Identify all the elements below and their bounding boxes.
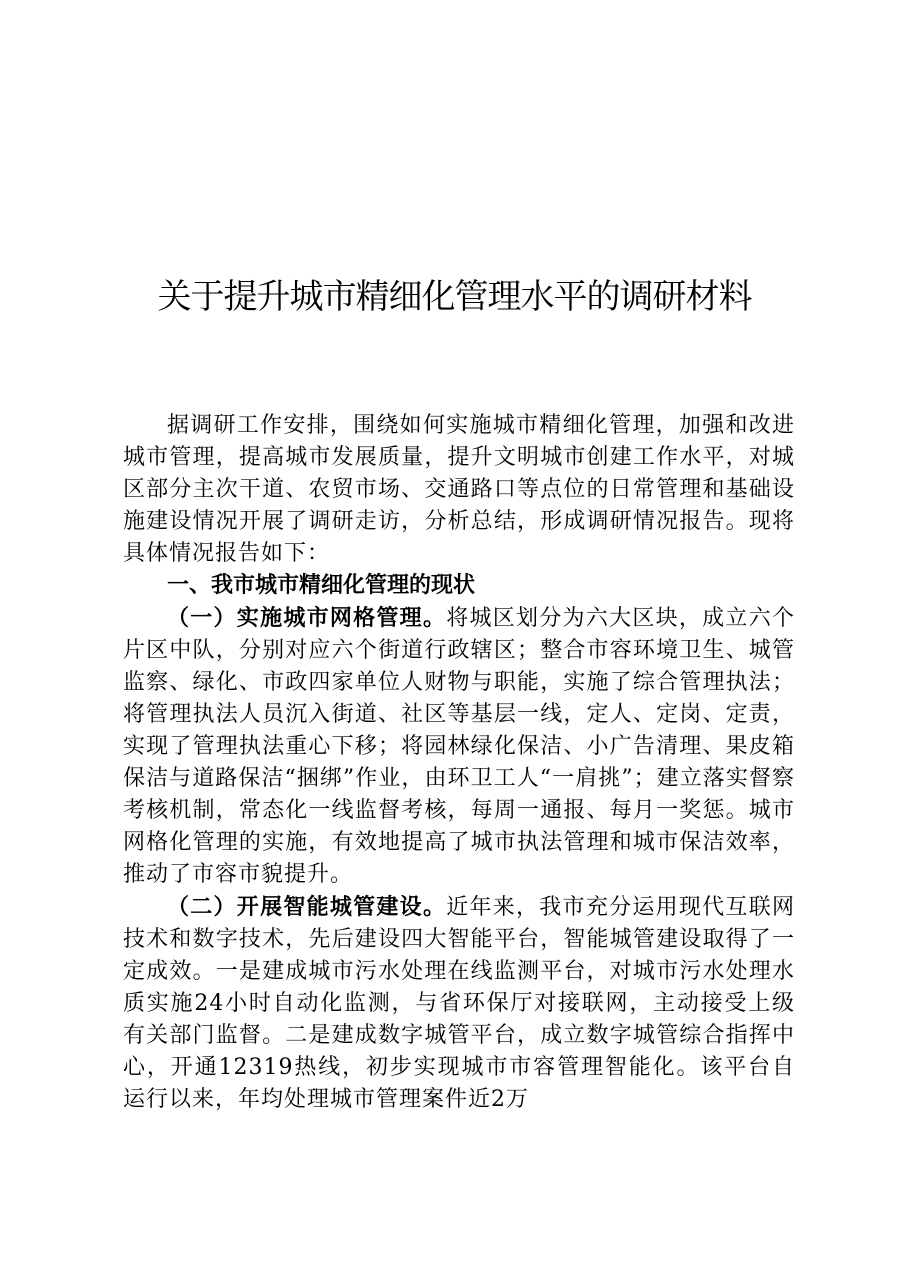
subsection-2-lead: （二）开展智能城管建设。 (167, 894, 447, 920)
document-title: 关于提升城市精细化管理水平的调研材料 (157, 277, 752, 317)
document-body (123, 410, 795, 1116)
intro-paragraph: 据调研工作安排，围绕如何实施城市精细化管理，加强和改进城市管理，提高城市发展质量，提升文明城市创建工作水平，对城区部分主次干道、农贸市场、交通路口等点位的日常管理和基础设施建设情况开展了调研走访，分析总结，形成调研情况报告。现将具体情况报告如下： (123, 413, 795, 566)
subsection-1-paragraph (123, 602, 795, 891)
section-heading: 一、我市城市精细化管理的现状 (167, 573, 476, 598)
subsection-1-text: 将城区划分为六大区块，成立六个片区中队，分别对应六个街道行政辖区；整合市容环境卫生、城管监察、绿化、市政四家单位人财物与职能，实施了综合管理执法；将管理执法人员沉入街道、社区等基层一线，定人、定岗、定责，实现了管理执法重心下移；将园林绿化保洁、小广告清理、果皮箱保洁与道路保洁“捆绑”作业，由环卫工人“一肩挑”；建立落实督察考核机制，常态化一线监督考核，每周一通报、每月一奖惩。城市网格化管理的实施，有效地提高了城市执法管理和城市保洁效率，推动了市容市貌提升。 (123, 606, 795, 887)
subsection-2-paragraph (123, 891, 795, 1116)
subsection-2-text: 近年来，我市充分运用现代互联网技术和数字技术，先后建设四大智能平台，智能城管建设取得了一定成效。一是建成城市污水处理在线监测平台，对城市污水处理水质实施24小时自动化监测，与省环保厅对接联网，主动接受上级有关部门监督。二是建成数字城管平台，成立数字城管综合指挥中心，开通12319热线，初步实现城市市容管理智能化。该平台自运行以来，年均处理城市管理案件近2万 (123, 895, 795, 1112)
subsection-1-lead: （一）实施城市网格管理。 (167, 605, 447, 631)
